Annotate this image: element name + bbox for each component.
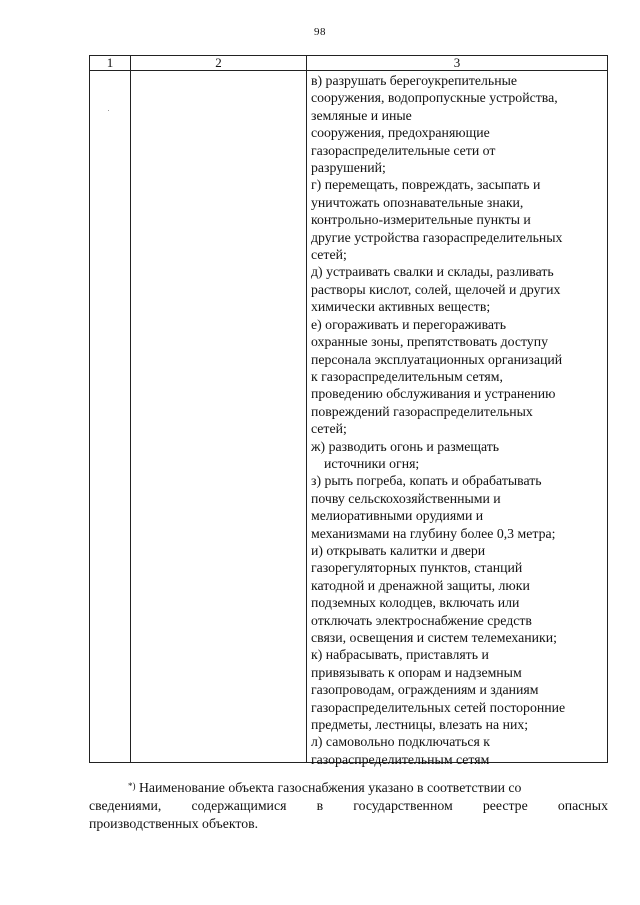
text-line: е) огораживать и перегораживать — [311, 316, 507, 332]
text-line: привязывать к опорам и надземным — [311, 664, 522, 680]
footnote-word: сведениями, — [89, 798, 162, 813]
text-line: к) набрасывать, приставлять и — [311, 647, 489, 663]
column-header-3: 3 — [307, 56, 608, 71]
footnote-word: содержащимися — [191, 798, 287, 813]
footnote-marker: *) — [128, 781, 136, 791]
text-line: мелиоративными орудиями и — [311, 508, 484, 524]
text-line: персонала эксплуатационных организаций — [311, 351, 563, 367]
footnote — [89, 779, 608, 833]
text-line: подземных колодцев, включать или — [311, 595, 520, 611]
text-line: повреждений газораспределительных — [311, 403, 533, 419]
text-line: газорегуляторных пунктов, станций — [311, 560, 523, 576]
text-line: проведению обслуживания и устранению — [311, 386, 556, 402]
text-line: сооружения, водопропускные устройства, — [311, 90, 558, 106]
text-line: земляные и иные — [311, 107, 412, 123]
text-line: газопроводам, ограждениям и зданиям — [311, 682, 539, 698]
text-line: связи, освещения и систем телемеханики; — [311, 630, 557, 645]
text-line: отключать электроснабжение средств — [311, 612, 532, 628]
text-line: г) перемещать, повреждать, засыпать и — [311, 177, 541, 193]
footnote-word: государственном — [353, 798, 453, 813]
footnote-line-1 — [89, 779, 608, 797]
text-line: уничтожать опознавательные знаки, — [311, 194, 524, 210]
text-line: сетей; — [311, 421, 347, 437]
text-line: источники огня; — [324, 455, 420, 471]
text-line: сооружения, предохраняющие — [311, 125, 490, 141]
document-table — [89, 55, 608, 767]
table-cell-col3 — [307, 71, 608, 767]
text-line: ж) разводить огонь и размещать — [311, 438, 500, 454]
column-header-2: 2 — [131, 56, 307, 71]
text-line: химически активных веществ; — [311, 299, 491, 315]
text-line: почву сельскохозяйственными и — [311, 490, 501, 506]
footnote-text-1: Наименование объекта газоснабжения указано в соответствии со — [138, 780, 522, 795]
text-line: механизмами на глубину более 0,3 метра; — [311, 525, 556, 541]
text-line: в) разрушать берегоукрепительные — [311, 73, 517, 88]
table-cell-col2 — [131, 71, 307, 763]
prohibitions-text — [307, 71, 607, 767]
text-line: газораспределительных сетей посторонние — [311, 699, 566, 715]
footnote-line-2 — [89, 797, 608, 815]
text-line: охранные зоны, препятствовать доступу — [311, 334, 548, 350]
footnote-word: реестре — [482, 798, 528, 813]
footnote-word: опасных — [557, 798, 608, 813]
footnote-line-3: производственных объектов. — [89, 816, 259, 831]
text-line: растворы кислот, солей, щелочей и других — [311, 281, 561, 297]
text-line: сетей; — [311, 247, 347, 263]
text-line: и) открывать калитки и двери — [311, 542, 486, 558]
text-line: катодной и дренажной защиты, люки — [311, 577, 530, 593]
scan-mark — [108, 110, 109, 111]
table-row — [90, 71, 608, 763]
text-line: разрушений; — [311, 160, 386, 176]
text-line: л) самовольно подключаться к — [311, 734, 490, 750]
text-line: з) рыть погреба, копать и обрабатывать — [311, 473, 542, 489]
text-line: другие устройства газораспределительных — [311, 229, 563, 245]
page-number: 98 — [314, 26, 326, 38]
text-line: газораспределительные сети от — [311, 142, 496, 158]
text-line: предметы, лестницы, влезать на них; — [311, 717, 529, 733]
text-line: контрольно-измерительные пункты и — [311, 212, 531, 228]
table-cell-col1 — [90, 71, 131, 763]
text-line: д) устраивать свалки и склады, разливать — [311, 264, 554, 280]
table-header-row — [90, 56, 608, 71]
text-line: к газораспределительным сетям, — [311, 368, 503, 384]
column-header-1: 1 — [90, 56, 131, 71]
footnote-word: в — [316, 798, 324, 813]
text-line: газораспределительным сетям — [311, 751, 490, 767]
